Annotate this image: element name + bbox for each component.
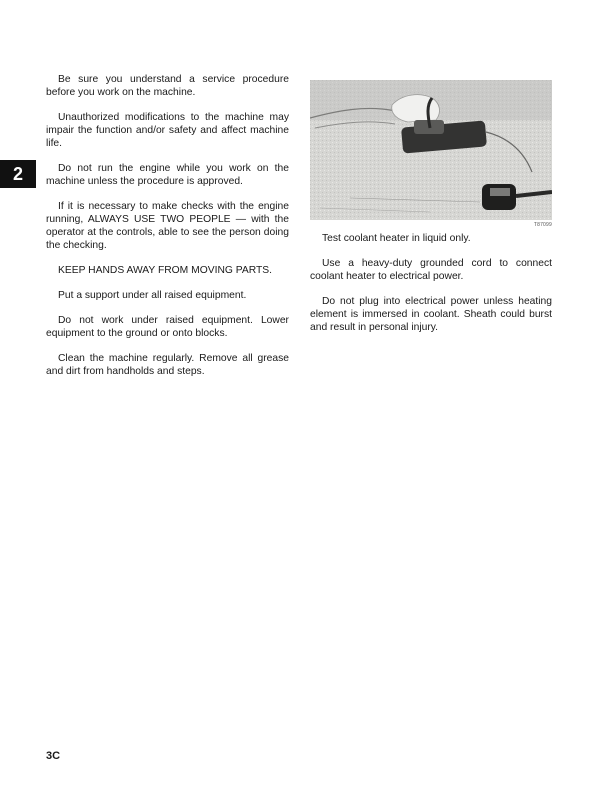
- paragraph: KEEP HANDS AWAY FROM MOVING PARTS.: [58, 265, 272, 276]
- coolant-heater-instructions-column: [310, 232, 552, 346]
- paragraph: Do not plug into electrical power unless heating element is immersed in coolant. Sheath could burst and result in personal injury.: [310, 296, 552, 333]
- paragraph: Clean the machine regularly. Remove all grease and dirt from handholds and steps.: [46, 353, 289, 377]
- section-tab-label: 2: [12, 163, 23, 184]
- coolant-heater-figure: [310, 80, 552, 230]
- paragraph: Test coolant heater in liquid only.: [322, 233, 471, 244]
- paragraph: Be sure you understand a service procedure before you work on the machine.: [46, 74, 289, 98]
- coolant-heater-photo: [310, 80, 552, 220]
- coolant-heater-illustration: [310, 80, 552, 220]
- safety-instructions-column: [46, 73, 289, 390]
- figure-number: T87099: [533, 222, 552, 228]
- paragraph: Do not work under raised equipment. Lower equipment to the ground or onto blocks.: [46, 315, 289, 339]
- paragraph: Put a support under all raised equipment.: [58, 290, 247, 301]
- paragraph: Do not run the engine while you work on the machine unless the procedure is approved.: [46, 163, 289, 187]
- paragraph: Use a heavy-duty grounded cord to connect coolant heater to electrical power.: [310, 258, 552, 282]
- page-number: 3C: [46, 750, 61, 762]
- paragraph: Unauthorized modifications to the machine may impair the function and/or safety and affect machine life.: [46, 112, 289, 149]
- section-tab: [0, 160, 36, 188]
- paragraph: If it is necessary to make checks with the engine running, ALWAYS USE TWO PEOPLE — with the operator at the controls, able to see the person doing the checking.: [46, 201, 289, 251]
